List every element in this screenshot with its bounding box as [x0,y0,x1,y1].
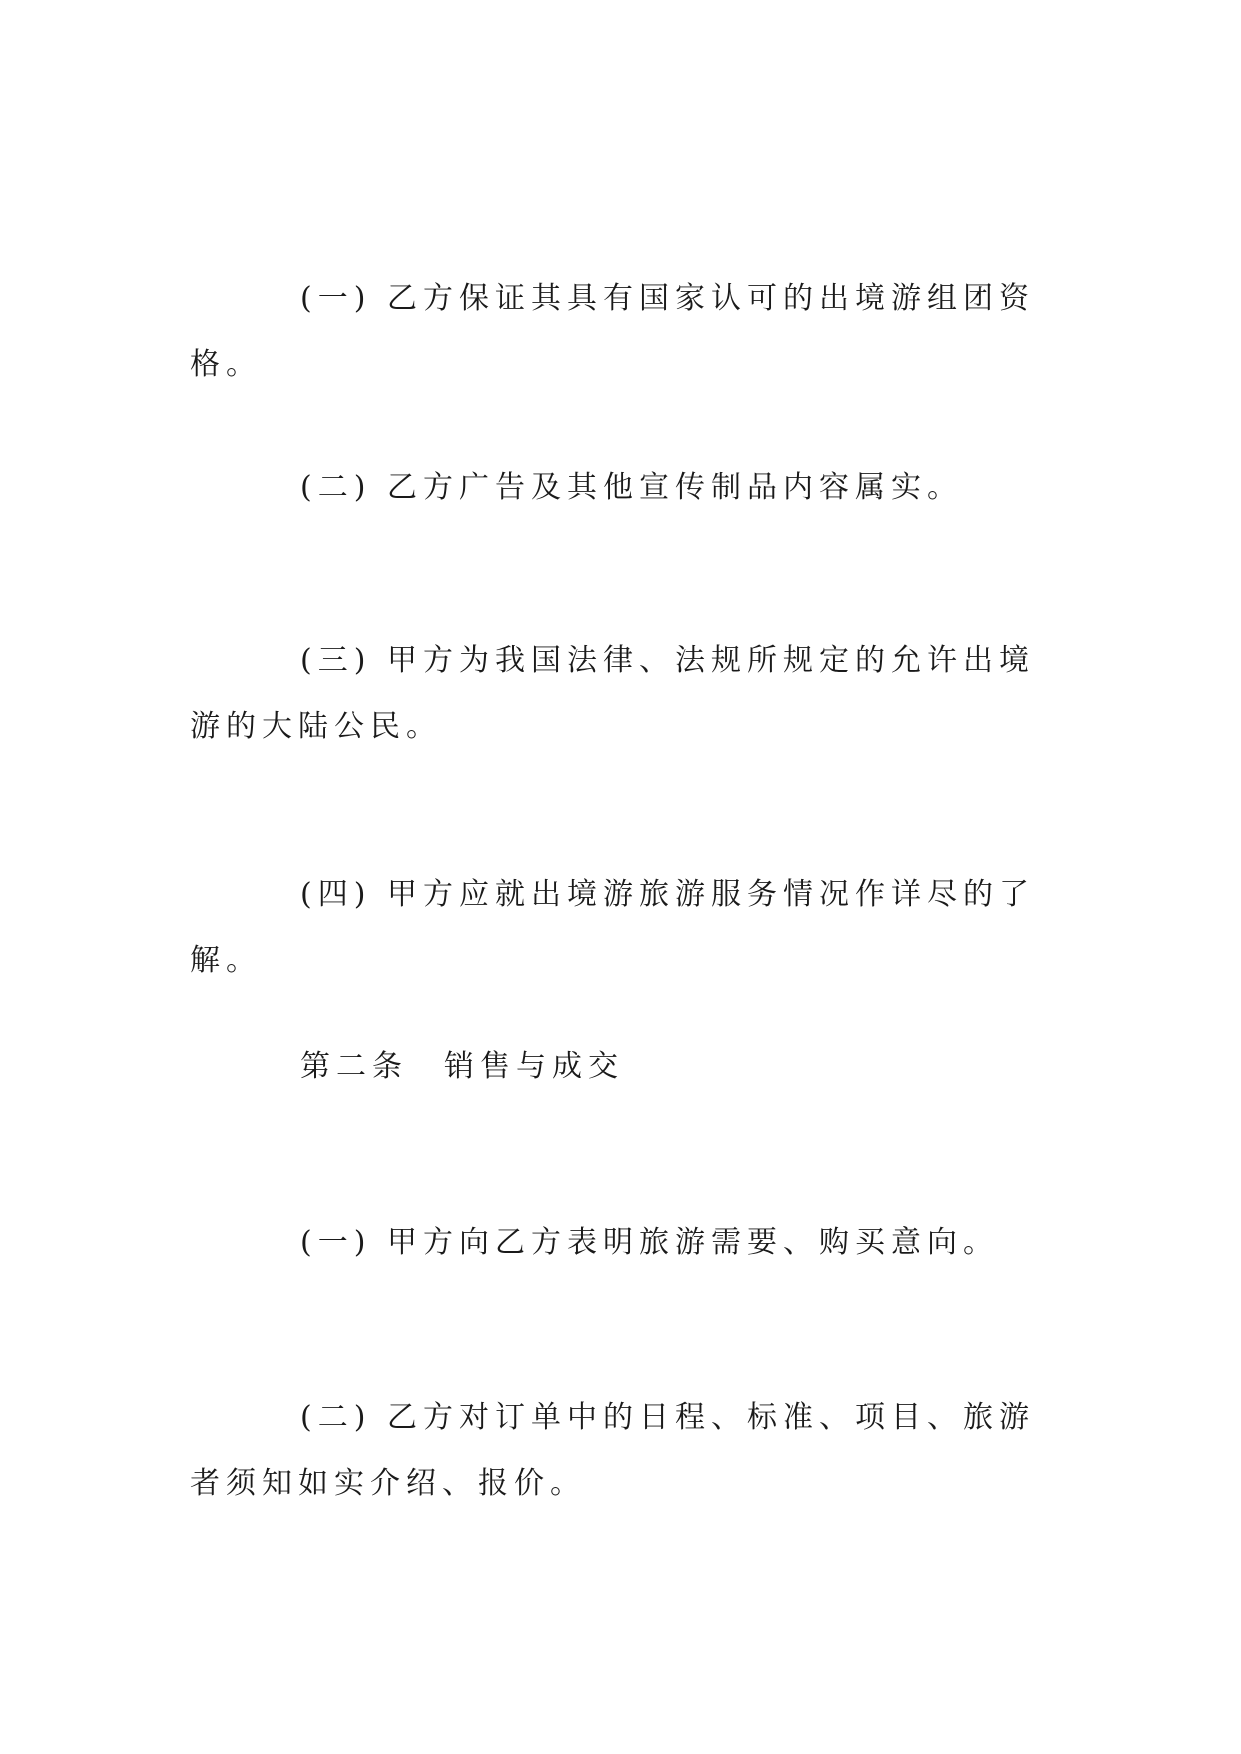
clause-1-qualification: (一) 乙方保证其具有国家认可的出境游组团资格。 [190,281,1035,382]
clause-3-citizen: (三) 甲方为我国法律、法规所规定的允许出境游的大陆公民。 [190,643,1035,744]
article-2-clause-2: (二) 乙方对订单中的日程、标准、项目、旅游者须知如实介绍、报价。 [190,1400,1035,1501]
article-2-clause-1: (一) 甲方向乙方表明旅游需要、购买意向。 [300,1225,999,1260]
clause-2-advertising: (二) 乙方广告及其他宣传制品内容属实。 [300,470,963,505]
article-2-heading: 第二条 销售与成交 [300,1049,624,1084]
clause-4-understanding: (四) 甲方应就出境游旅游服务情况作详尽的了解。 [190,877,1035,978]
